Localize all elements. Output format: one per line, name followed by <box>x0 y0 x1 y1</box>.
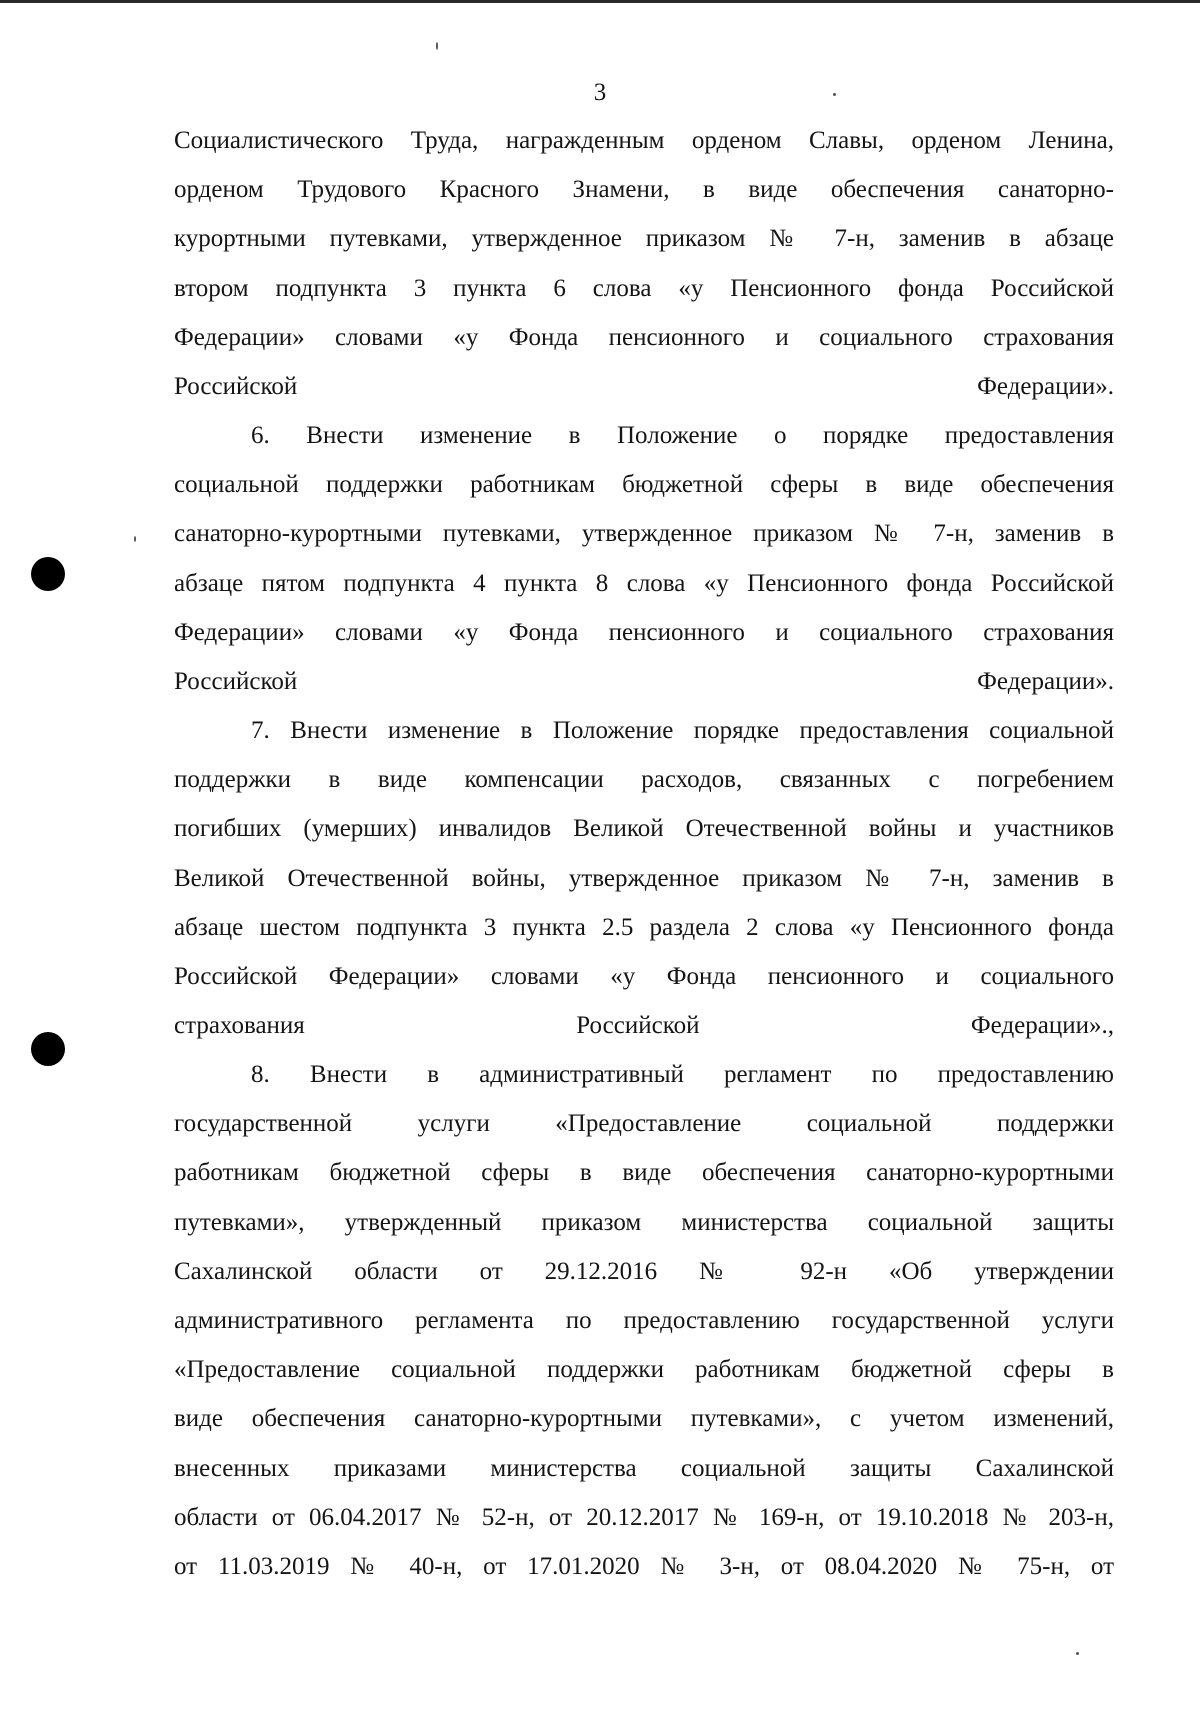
scan-speck <box>833 93 836 96</box>
text-line: Федерации» словами «у Фонда пенсионного и социального страхования <box>174 618 1114 646</box>
text-line: абзаце пятом подпункта 4 пункта 8 слова «у Пенсионного фонда Российской <box>174 569 1114 597</box>
text-line: погибших (умерших) инвалидов Великой Отечественной войны и участников <box>174 815 1114 843</box>
text-line: 6. Внести изменение в Положение о порядке предоставления <box>251 422 1114 449</box>
text-line: области от 06.04.2017 № 52-н, от 20.12.2017 № 169-н, от 19.10.2018 № 203-н, <box>174 1503 1114 1531</box>
text-line: Российской Федерации» словами «у Фонда пенсионного и социального <box>174 962 1114 990</box>
text-line: поддержки в виде компенсации расходов, связанных с погребением <box>174 766 1114 794</box>
text-line: виде обеспечения санаторно-курортными путевками», с учетом изменений, <box>174 1405 1114 1433</box>
text-line: Федерации» словами «у Фонда пенсионного и социального страхования <box>174 323 1114 351</box>
text-line: орденом Трудового Красного Знамени, в виде обеспечения санаторно- <box>174 176 1114 204</box>
text-line: абзаце шестом подпункта 3 пункта 2.5 раздела 2 слова «у Пенсионного фонда <box>174 913 1114 941</box>
text-line: работникам бюджетной сферы в виде обеспечения санаторно-курортными <box>174 1159 1114 1187</box>
text-line: административного регламента по предоставлению государственной услуги <box>174 1306 1114 1334</box>
text-line: санаторно-курортными путевками, утвержденное приказом № 7-н, заменив в <box>174 520 1114 548</box>
scan-top-border <box>0 0 1200 3</box>
punch-hole-lower <box>31 1032 65 1066</box>
paragraph-item-6 <box>174 411 1114 706</box>
text-line: Социалистического Труда, награжденным орденом Славы, орденом Ленина, <box>174 127 1114 154</box>
text-line: 8. Внести в административный регламент по предоставлению <box>251 1061 1114 1088</box>
text-line: Великой Отечественной войны, утвержденное приказом № 7-н, заменив в <box>174 864 1114 892</box>
text-line: 7. Внести изменение в Положение порядке предоставления социальной <box>251 717 1114 744</box>
scan-speck <box>436 42 438 50</box>
paragraph-item-7 <box>174 706 1114 1050</box>
text-line: Сахалинской области от 29.12.2016 № 92-н «Об утверждении <box>174 1257 1114 1285</box>
punch-hole-upper <box>31 557 65 591</box>
scan-speck <box>1076 1652 1079 1655</box>
text-line: Российской Федерации». <box>174 667 1114 695</box>
text-line: курортными путевками, утвержденное приказом № 7-н, заменив в абзаце <box>174 225 1114 253</box>
text-line: Российской Федерации». <box>174 372 1114 400</box>
page-number: 3 <box>593 79 607 106</box>
text-line: втором подпункта 3 пункта 6 слова «у Пенсионного фонда Российской <box>174 274 1114 302</box>
text-line: страхования Российской Федерации»., <box>174 1012 1114 1040</box>
scan-speck <box>134 536 136 542</box>
paragraph-item-5-continuation <box>174 116 1114 411</box>
text-line: внесенных приказами министерства социальной защиты Сахалинской <box>174 1454 1114 1482</box>
text-line: путевками», утвержденный приказом министерства социальной защиты <box>174 1208 1114 1236</box>
text-line: «Предоставление социальной поддержки работникам бюджетной сферы в <box>174 1356 1114 1384</box>
text-line: от 11.03.2019 № 40-н, от 17.01.2020 № 3-н, от 08.04.2020 № 75-н, от <box>174 1552 1114 1580</box>
text-line: социальной поддержки работникам бюджетной сферы в виде обеспечения <box>174 471 1114 499</box>
paragraph-item-8 <box>174 1050 1114 1591</box>
text-line: государственной услуги «Предоставление социальной поддержки <box>174 1110 1114 1138</box>
